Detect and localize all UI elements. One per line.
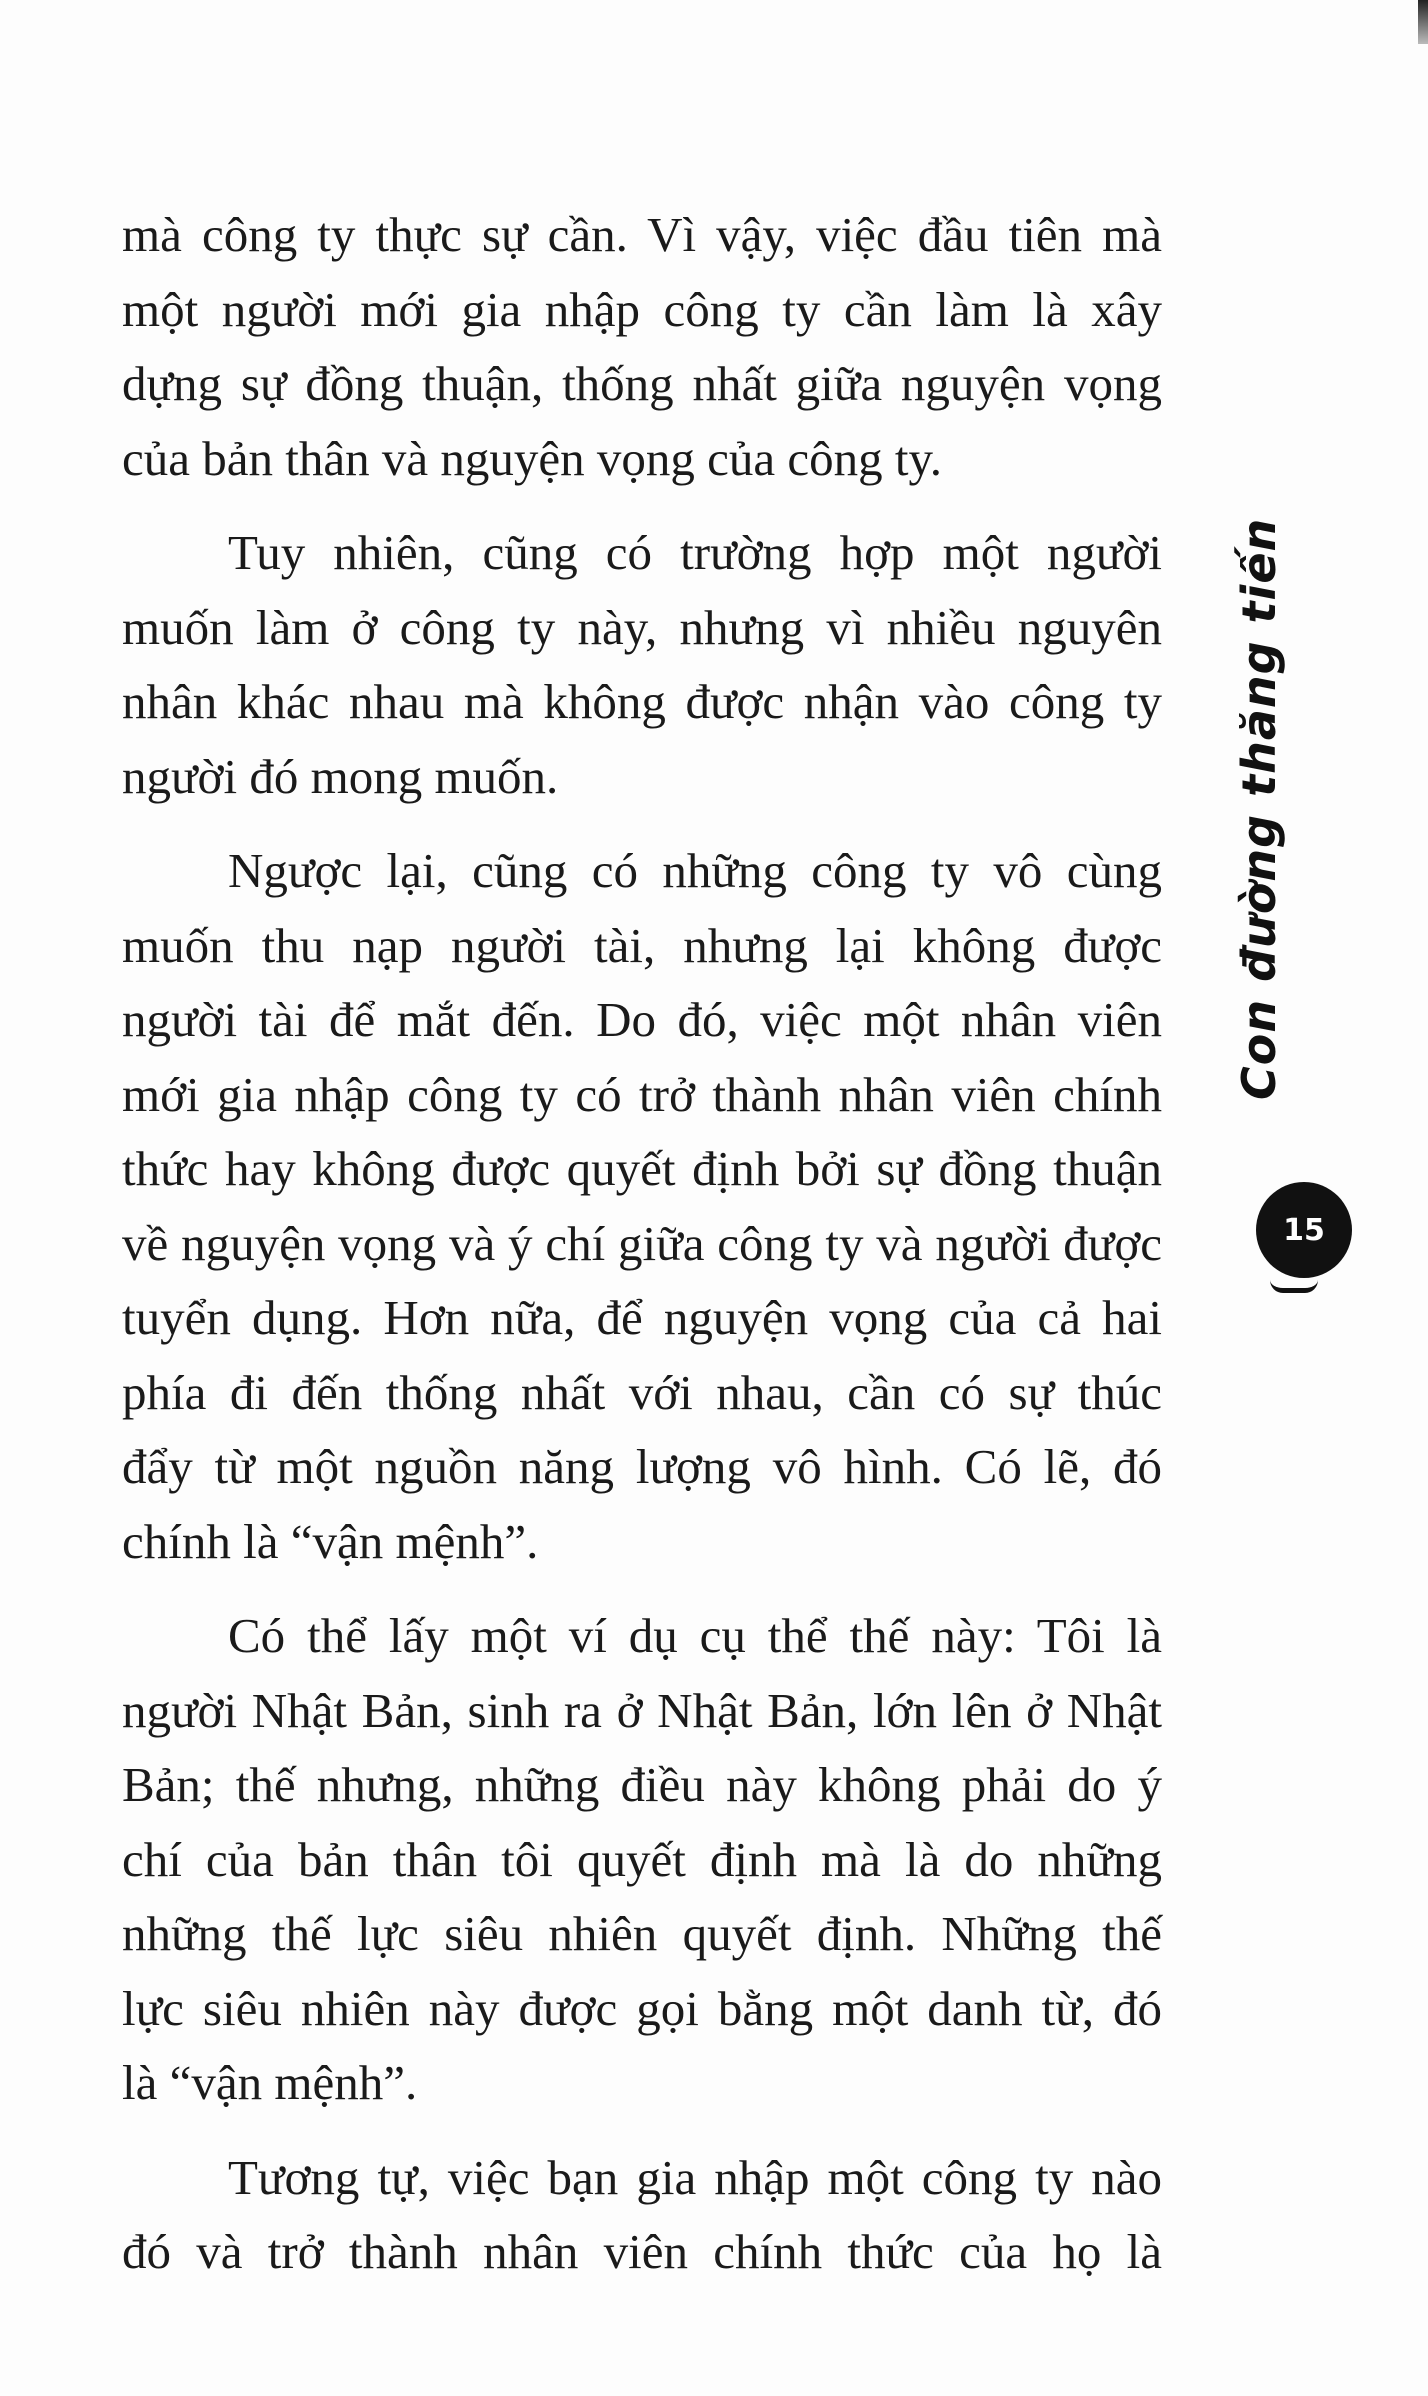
- text-line: đó và trở thành nhân viên chính thức của họ là: [122, 2224, 1162, 2279]
- text-line: chính là “vận mệnh”.: [122, 1513, 539, 1569]
- text-line: Tương tự, việc bạn gia nhập một công ty nào: [228, 2149, 1162, 2205]
- paragraph: [122, 834, 1162, 1579]
- text-line: một người mới gia nhập công ty cần làm là xây: [122, 281, 1162, 337]
- text-line: nhân khác nhau mà không được nhận vào công ty: [122, 674, 1162, 729]
- text-line: Có thể lấy một ví dụ cụ thể thế này: Tôi là: [228, 1608, 1162, 1663]
- text-line: muốn làm ở công ty này, nhưng vì nhiều nguyên: [122, 599, 1162, 655]
- body-text: [122, 198, 1162, 2310]
- paragraph: [122, 2141, 1162, 2290]
- text-line: là “vận mệnh”.: [122, 2055, 418, 2110]
- text-line: lực siêu nhiên này được gọi bằng một danh từ, đó: [122, 1980, 1162, 2036]
- text-line: phía đi đến thống nhất với nhau, cần có sự thúc: [122, 1364, 1162, 1420]
- text-line: Tuy nhiên, cũng có trường hợp một người: [228, 525, 1162, 580]
- paragraph: [122, 516, 1162, 814]
- text-line: Ngược lại, cũng có những công ty vô cùng: [228, 843, 1162, 898]
- text-line: mới gia nhập công ty có trở thành nhân viên chính: [122, 1066, 1162, 1122]
- paragraph: [122, 1599, 1162, 2121]
- text-line: dựng sự đồng thuận, thống nhất giữa nguyện vọng: [122, 356, 1162, 411]
- running-header-title: Con đường thăng tiến: [1232, 517, 1286, 1100]
- page-badge-swoosh: [1270, 1280, 1318, 1293]
- text-line: người đó mong muốn.: [122, 748, 559, 804]
- text-line: muốn thu nạp người tài, nhưng lại không được: [122, 917, 1162, 973]
- text-line: những thế lực siêu nhiên quyết định. Những thế: [122, 1906, 1162, 1961]
- text-line: mà công ty thực sự cần. Vì vậy, việc đầu tiên mà: [122, 207, 1162, 262]
- text-line: về nguyện vọng và ý chí giữa công ty và người được: [122, 1215, 1162, 1271]
- page-number-badge: [1256, 1182, 1352, 1278]
- text-line: đẩy từ một nguồn năng lượng vô hình. Có lẽ, đó: [122, 1439, 1162, 1494]
- paragraph: [122, 198, 1162, 496]
- page-number: 15: [1283, 1212, 1325, 1248]
- text-line: tuyển dụng. Hơn nữa, để nguyện vọng của cả hai: [122, 1290, 1162, 1345]
- text-line: người tài để mắt đến. Do đó, việc một nhân viên: [122, 992, 1162, 1047]
- text-line: của bản thân và nguyện vọng của công ty.: [122, 430, 943, 486]
- text-line: thức hay không được quyết định bởi sự đồng thuận: [122, 1141, 1162, 1196]
- page-edge-mark: [1418, 0, 1428, 44]
- text-line: Bản; thế nhưng, những điều này không phải do ý: [122, 1757, 1162, 1812]
- text-line: chí của bản thân tôi quyết định mà là do những: [122, 1831, 1162, 1887]
- text-line: người Nhật Bản, sinh ra ở Nhật Bản, lớn lên ở Nhật: [122, 1682, 1162, 1738]
